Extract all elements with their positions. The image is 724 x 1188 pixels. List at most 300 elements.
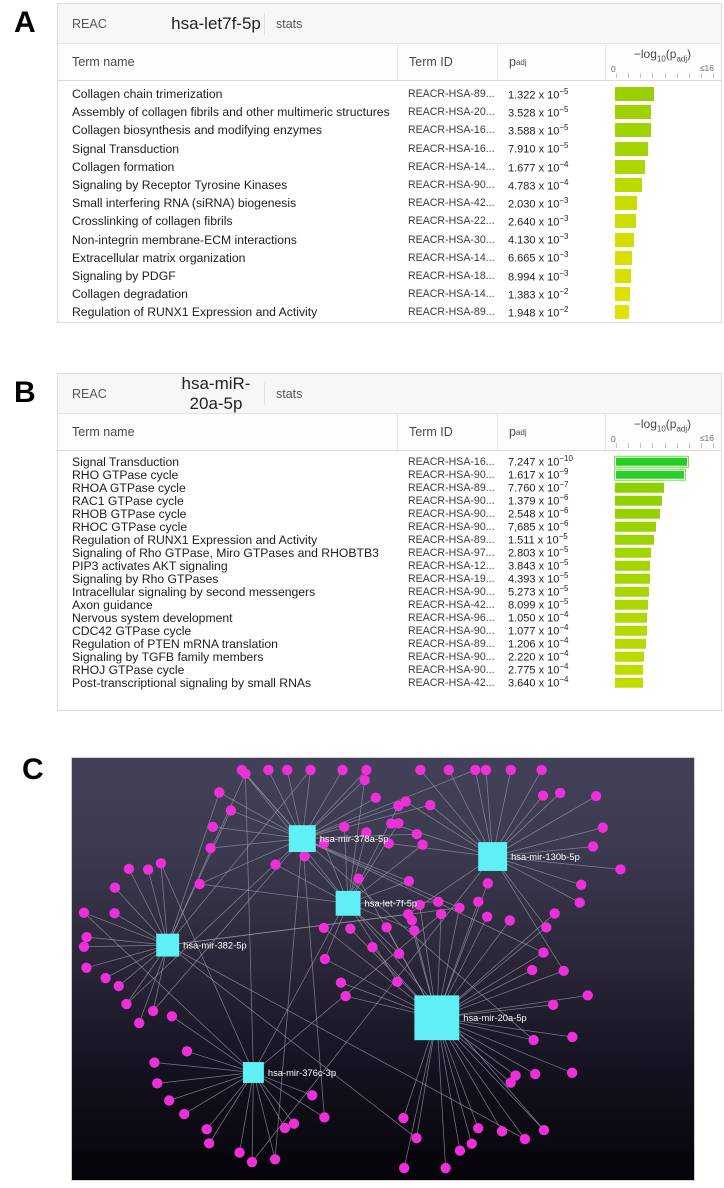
row-neglog-bar [615, 269, 631, 283]
row-neglog-bar [615, 214, 636, 228]
network-gene-node[interactable] [470, 765, 480, 775]
network-gene-node[interactable] [124, 864, 134, 874]
table-row[interactable] [58, 611, 721, 624]
row-bar-cell [605, 559, 721, 572]
row-term-id: REACR-HSA-89... [408, 533, 495, 546]
network-mirna-node[interactable] [156, 934, 179, 957]
axis-title-arg: (p [665, 47, 677, 61]
row-term-id: REACR-HSA-42... [408, 598, 495, 611]
col-header-term-name[interactable]: Term name [72, 425, 135, 439]
table-b-stats-label: stats [276, 386, 303, 401]
table-row[interactable] [58, 249, 721, 267]
row-bar-cell [605, 611, 721, 624]
table-row[interactable] [58, 212, 721, 230]
network-gene-node[interactable] [247, 1157, 257, 1167]
table-row[interactable] [58, 468, 721, 481]
row-term-name: Extracellular matrix organization [72, 250, 246, 265]
table-a-stats-wrap [264, 13, 721, 35]
network-gene-node[interactable] [559, 966, 569, 976]
row-padj-exponent: −5 [559, 141, 569, 151]
col-header-term-name[interactable]: Term name [72, 55, 135, 69]
row-neglog-bar [615, 495, 662, 506]
network-gene-node[interactable] [353, 873, 363, 883]
network-gene-node[interactable] [425, 800, 435, 810]
row-neglog-bar [615, 573, 650, 584]
network-gene-node[interactable] [530, 1069, 540, 1079]
network-gene-node[interactable] [79, 942, 89, 952]
table-row[interactable] [58, 637, 721, 650]
table-a-source: REAC [72, 16, 107, 31]
network-gene-node[interactable] [467, 1139, 477, 1149]
network-mirna-label: hsa-mir-382-5p [183, 940, 247, 951]
row-neglog-bar [615, 638, 646, 649]
row-neglog-bar [615, 456, 688, 467]
network-gene-node[interactable] [567, 1032, 577, 1042]
table-b-title: hsa-miR-20a-5p [181, 373, 251, 413]
network-gene-node[interactable] [536, 765, 546, 775]
table-row[interactable] [58, 121, 721, 139]
network-gene-node[interactable] [156, 858, 166, 868]
network-gene-node[interactable] [401, 796, 411, 806]
network-gene-node[interactable] [167, 1011, 177, 1021]
network-gene-node[interactable] [538, 790, 548, 800]
row-term-id: REACR-HSA-90... [408, 507, 495, 520]
row-bar-cell [605, 176, 721, 194]
row-term-id: REACR-HSA-97... [408, 546, 495, 559]
axis-title-arg: (p [665, 417, 677, 431]
network-gene-node[interactable] [319, 1112, 329, 1122]
network-gene-node[interactable] [109, 908, 119, 918]
row-padj-value [497, 196, 605, 211]
row-padj-exponent: −5 [559, 104, 569, 114]
row-neglog-bar [615, 547, 651, 558]
network-gene-node[interactable] [110, 883, 120, 893]
network-gene-node[interactable] [121, 999, 131, 1009]
network-gene-node[interactable] [208, 822, 218, 832]
network-edge [168, 770, 311, 945]
network-gene-node[interactable] [393, 818, 403, 828]
row-neglog-bar [615, 178, 642, 192]
row-term-name: Signal Transduction [72, 141, 180, 156]
network-gene-node[interactable] [345, 924, 355, 934]
network-gene-node[interactable] [615, 864, 625, 874]
network-gene-node[interactable] [164, 1095, 174, 1105]
row-padj-exponent: −6 [559, 493, 569, 503]
table-row[interactable] [58, 663, 721, 676]
row-bar-cell [605, 572, 721, 585]
table-row[interactable] [58, 140, 721, 158]
row-term-id: REACR-HSA-16... [408, 124, 495, 137]
network-mirna-node[interactable] [478, 842, 507, 871]
row-padj-mantissa: 4.130 x 10 [508, 234, 560, 247]
row-neglog-bar [615, 251, 632, 265]
row-padj-mantissa: 7.760 x 10 [508, 482, 560, 495]
table-row[interactable] [58, 455, 721, 468]
network-gene-node[interactable] [149, 1057, 159, 1067]
network-gene-node[interactable] [100, 973, 110, 983]
network-gene-node[interactable] [541, 922, 551, 932]
network-gene-node[interactable] [237, 765, 247, 775]
table-a-rows [58, 81, 721, 321]
row-term-id: REACR-HSA-14... [408, 288, 495, 301]
row-term-id: REACR-HSA-42... [408, 197, 495, 210]
row-padj-mantissa: 2.640 x 10 [508, 216, 560, 229]
row-term-id: REACR-HSA-89... [408, 637, 495, 650]
network-gene-node[interactable] [205, 843, 215, 853]
row-term-name: RHOC GTPase cycle [72, 519, 188, 534]
row-padj-exponent: −2 [559, 286, 569, 296]
network-gene-node[interactable] [270, 859, 280, 869]
network-gene-node[interactable] [270, 1154, 280, 1164]
axis-title-close: ) [687, 417, 692, 431]
row-padj-exponent: −10 [559, 454, 573, 464]
network-gene-node[interactable] [204, 1138, 214, 1148]
network-gene-node[interactable] [392, 977, 402, 987]
table-row[interactable] [58, 103, 721, 121]
table-row[interactable] [58, 194, 721, 212]
col-header-axis [605, 414, 721, 450]
table-row[interactable] [58, 650, 721, 663]
network-gene-node[interactable] [148, 1006, 158, 1016]
table-row[interactable] [58, 533, 721, 546]
network-gene-node[interactable] [527, 965, 537, 975]
table-row[interactable] [58, 231, 721, 249]
row-neglog-bar [615, 664, 643, 675]
row-neglog-bar [615, 287, 630, 301]
row-bar-cell [605, 212, 721, 230]
network-gene-node[interactable] [483, 878, 493, 888]
row-neglog-bar [615, 521, 656, 532]
network-gene-node[interactable] [114, 981, 124, 991]
row-padj-exponent: −4 [559, 675, 569, 685]
network-gene-node[interactable] [539, 1125, 549, 1135]
col-header-padj[interactable] [497, 414, 605, 450]
row-bar-cell [605, 546, 721, 559]
network-gene-node[interactable] [598, 822, 608, 832]
table-row[interactable] [58, 494, 721, 507]
network-gene-node[interactable] [455, 1145, 465, 1155]
axis-ticks [616, 442, 713, 448]
network-gene-node[interactable] [361, 765, 371, 775]
network-edge [437, 1018, 446, 1168]
row-term-id: REACR-HSA-89... [408, 306, 495, 319]
axis-title-neglog: −log [633, 417, 657, 431]
row-padj-exponent: −5 [559, 584, 569, 594]
row-padj-mantissa: 8.099 x 10 [508, 599, 560, 612]
col-header-padj-sub: adj [515, 427, 527, 437]
table-row[interactable] [58, 303, 721, 321]
col-header-term-id[interactable]: Term ID [397, 414, 497, 450]
network-gene-node[interactable] [497, 1126, 507, 1136]
network-gene-node[interactable] [436, 909, 446, 919]
row-term-name: Signaling by Rho GTPases [72, 571, 219, 586]
row-padj-value [497, 287, 605, 302]
network-gene-node[interactable] [214, 787, 224, 797]
row-bar-cell [605, 285, 721, 303]
row-padj-exponent: −4 [559, 649, 569, 659]
network-gene-node[interactable] [454, 903, 464, 913]
network-gene-node[interactable] [403, 909, 413, 919]
network-gene-node[interactable] [506, 765, 516, 775]
table-row[interactable] [58, 546, 721, 559]
network-edge [87, 937, 168, 945]
network-gene-node[interactable] [263, 765, 273, 775]
row-term-name: Crosslinking of collagen fibrils [72, 214, 233, 229]
network-gene-node[interactable] [337, 765, 347, 775]
table-row[interactable] [58, 559, 721, 572]
axis-max-tick-label: ≤16 [699, 63, 714, 73]
network-gene-node[interactable] [583, 990, 593, 1000]
network-gene-node[interactable] [201, 1124, 211, 1134]
network-gene-node[interactable] [440, 1163, 450, 1173]
row-padj-mantissa: 1.383 x 10 [508, 289, 560, 302]
network-gene-node[interactable] [433, 897, 443, 907]
network-gene-node[interactable] [307, 1090, 317, 1100]
network-gene-node[interactable] [548, 1000, 558, 1010]
row-bar-cell [605, 676, 721, 689]
axis-title [634, 417, 691, 433]
network-gene-node[interactable] [538, 947, 548, 957]
table-row[interactable] [58, 267, 721, 285]
row-term-name: Signaling of Rho GTPase, Miro GTPases and RHOBTB3 [72, 545, 379, 560]
row-padj-exponent: −3 [559, 195, 569, 205]
row-padj-exponent: −9 [559, 467, 569, 477]
network-mirna-node[interactable] [289, 825, 316, 852]
row-padj-exponent: −5 [559, 545, 569, 555]
network-gene-node[interactable] [576, 880, 586, 890]
network-edge [240, 1073, 254, 1153]
row-term-name: Non-integrin membrane-ECM interactions [72, 232, 297, 247]
network-gene-node[interactable] [234, 1147, 244, 1157]
network-edge [245, 774, 253, 1073]
network-gene-node[interactable] [549, 908, 559, 918]
enrichment-table-let7f [57, 3, 722, 323]
col-header-padj[interactable] [497, 44, 605, 80]
row-term-name: RHOA GTPase cycle [72, 480, 186, 495]
row-padj-value [497, 87, 605, 102]
network-mirna-node[interactable] [414, 995, 459, 1040]
network-gene-node[interactable] [398, 1113, 408, 1123]
table-row[interactable] [58, 507, 721, 520]
row-bar-cell [605, 494, 721, 507]
network-svg [72, 758, 694, 1180]
network-gene-nodes [79, 765, 626, 1173]
network-gene-node[interactable] [588, 841, 598, 851]
col-header-term-id[interactable]: Term ID [397, 44, 497, 80]
network-gene-node[interactable] [152, 1078, 162, 1088]
row-term-name: Regulation of RUNX1 Expression and Activity [72, 532, 318, 547]
row-bar-cell [605, 455, 721, 468]
row-padj-mantissa: 2.030 x 10 [508, 198, 560, 211]
table-row[interactable] [58, 624, 721, 637]
row-padj-mantissa: 5.273 x 10 [508, 586, 560, 599]
network-edge [169, 1073, 253, 1101]
row-padj-mantissa: 8.994 x 10 [508, 271, 560, 284]
row-padj-value [497, 250, 605, 265]
network-gene-node[interactable] [299, 851, 309, 861]
row-padj-value [497, 305, 605, 320]
row-term-id: REACR-HSA-90... [408, 624, 495, 637]
row-padj-exponent: −6 [559, 519, 569, 529]
row-bar-cell [605, 267, 721, 285]
row-term-name: Post-transcriptional signaling by small RNAs [72, 675, 312, 690]
table-row[interactable] [58, 520, 721, 533]
network-gene-node[interactable] [473, 1123, 483, 1133]
axis-min-tick-label: 0 [611, 434, 616, 444]
row-neglog-bar [615, 196, 637, 210]
row-term-id: REACR-HSA-90... [408, 179, 495, 192]
network-gene-node[interactable] [305, 765, 315, 775]
network-edge [404, 1018, 437, 1168]
row-neglog-bar [615, 586, 649, 597]
row-padj-exponent: −6 [559, 506, 569, 516]
network-gene-node[interactable] [520, 1134, 530, 1144]
row-term-name: Assembly of collagen fibrils and other multimeric structures [72, 105, 390, 120]
row-padj-mantissa: 2.220 x 10 [508, 651, 560, 664]
row-padj-mantissa: 3.588 x 10 [508, 125, 560, 138]
row-padj-value [497, 105, 605, 120]
network-gene-node[interactable] [394, 949, 404, 959]
network-gene-node[interactable] [506, 1077, 516, 1087]
row-padj-value [497, 178, 605, 193]
row-padj-exponent: −3 [559, 268, 569, 278]
axis-min-tick-label: 0 [611, 64, 616, 74]
table-row[interactable] [58, 572, 721, 585]
network-gene-node[interactable] [81, 963, 91, 973]
network-mirna-node[interactable] [243, 1062, 264, 1083]
row-padj-exponent: −5 [558, 532, 568, 542]
row-term-id: REACR-HSA-16... [408, 455, 495, 468]
network-gene-node[interactable] [367, 942, 377, 952]
table-row[interactable] [58, 585, 721, 598]
network-edge [211, 839, 303, 848]
table-row[interactable] [58, 176, 721, 194]
network-gene-node[interactable] [359, 775, 369, 785]
network-gene-node[interactable] [415, 765, 425, 775]
network-gene-node[interactable] [336, 977, 346, 987]
network-mirna-label: hsa-mir-130b-5p [511, 851, 580, 862]
network-gene-node[interactable] [505, 915, 515, 925]
network-mirna-node[interactable] [336, 891, 361, 916]
network-gene-node[interactable] [399, 1163, 409, 1173]
axis-title-arg-sub: adj [676, 54, 688, 64]
network-gene-node[interactable] [482, 912, 492, 922]
table-a-titlebar [58, 4, 721, 44]
row-bar-cell [605, 249, 721, 267]
row-padj-mantissa: 1.379 x 10 [508, 495, 560, 508]
network-gene-node[interactable] [417, 840, 427, 850]
network-gene-node[interactable] [575, 897, 585, 907]
network-gene-node[interactable] [182, 1046, 192, 1056]
mirna-target-network[interactable] [71, 757, 695, 1181]
table-row[interactable] [58, 85, 721, 103]
network-gene-node[interactable] [195, 879, 205, 889]
row-padj-mantissa: 2.548 x 10 [508, 508, 560, 521]
table-row[interactable] [58, 158, 721, 176]
row-term-name: Regulation of PTEN mRNA translation [72, 636, 278, 651]
network-gene-node[interactable] [143, 864, 153, 874]
row-padj-exponent: −2 [559, 305, 569, 315]
row-bar-cell [605, 121, 721, 139]
network-gene-node[interactable] [567, 1068, 577, 1078]
network-gene-node[interactable] [371, 793, 381, 803]
row-neglog-bar [615, 123, 651, 137]
network-gene-node[interactable] [339, 822, 349, 832]
network-gene-node[interactable] [381, 922, 391, 932]
row-padj-mantissa: 1.077 x 10 [508, 625, 560, 638]
network-gene-node[interactable] [226, 805, 236, 815]
table-row[interactable] [58, 598, 721, 611]
network-gene-node[interactable] [320, 954, 330, 964]
network-gene-node[interactable] [340, 991, 350, 1001]
row-padj-exponent: −3 [559, 214, 569, 224]
row-bar-cell [605, 533, 721, 546]
row-bar-cell [605, 158, 721, 176]
table-b-titlebar [58, 374, 721, 414]
network-gene-node[interactable] [282, 765, 292, 775]
network-mirna-label: hsa-mir-20a-5p [463, 1013, 527, 1024]
row-term-name: RAC1 GTPase cycle [72, 493, 184, 508]
row-term-id: REACR-HSA-89... [408, 88, 495, 101]
network-gene-node[interactable] [81, 932, 91, 942]
network-gene-node[interactable] [79, 907, 89, 917]
row-neglog-bar [615, 651, 644, 662]
table-row[interactable] [58, 285, 721, 303]
row-bar-cell [605, 231, 721, 249]
network-edge [200, 884, 348, 903]
network-gene-node[interactable] [555, 788, 565, 798]
network-gene-node[interactable] [280, 1123, 290, 1133]
network-gene-node[interactable] [404, 876, 414, 886]
row-term-name: Signal Transduction [72, 454, 180, 469]
network-gene-node[interactable] [411, 1133, 421, 1143]
network-gene-node[interactable] [481, 765, 491, 775]
axis-title-arg-sub: adj [676, 424, 688, 434]
table-a-column-headers [58, 44, 721, 81]
row-term-id: REACR-HSA-90... [408, 663, 495, 676]
row-bar-cell [605, 468, 721, 481]
table-row[interactable] [58, 676, 721, 689]
row-padj-value [497, 232, 605, 247]
row-term-id: REACR-HSA-42... [408, 676, 495, 689]
row-padj-mantissa: 3.528 x 10 [508, 107, 560, 120]
row-neglog-bar [615, 612, 647, 623]
network-gene-node[interactable] [473, 897, 483, 907]
row-term-name: Signaling by TGFB family members [72, 649, 264, 664]
row-padj-mantissa: 1.677 x 10 [508, 162, 560, 175]
table-row[interactable] [58, 481, 721, 494]
col-header-axis [605, 44, 721, 80]
network-gene-node[interactable] [444, 765, 454, 775]
network-gene-node[interactable] [412, 829, 422, 839]
axis-title-close: ) [687, 47, 692, 61]
network-gene-node[interactable] [409, 925, 419, 935]
row-term-name: PIP3 activates AKT signaling [72, 558, 228, 573]
row-padj-mantissa: 2.775 x 10 [508, 664, 560, 677]
network-edge [275, 839, 302, 1160]
network-gene-node[interactable] [528, 1035, 538, 1045]
network-gene-node[interactable] [289, 1118, 299, 1128]
network-edge [84, 945, 168, 947]
network-gene-node[interactable] [179, 1109, 189, 1119]
network-gene-node[interactable] [134, 1018, 144, 1028]
row-neglog-bar [615, 482, 664, 493]
network-gene-node[interactable] [319, 923, 329, 933]
row-padj-mantissa: 3.843 x 10 [508, 560, 560, 573]
network-gene-node[interactable] [591, 791, 601, 801]
row-neglog-bar [615, 677, 643, 688]
row-term-id: REACR-HSA-30... [408, 233, 495, 246]
